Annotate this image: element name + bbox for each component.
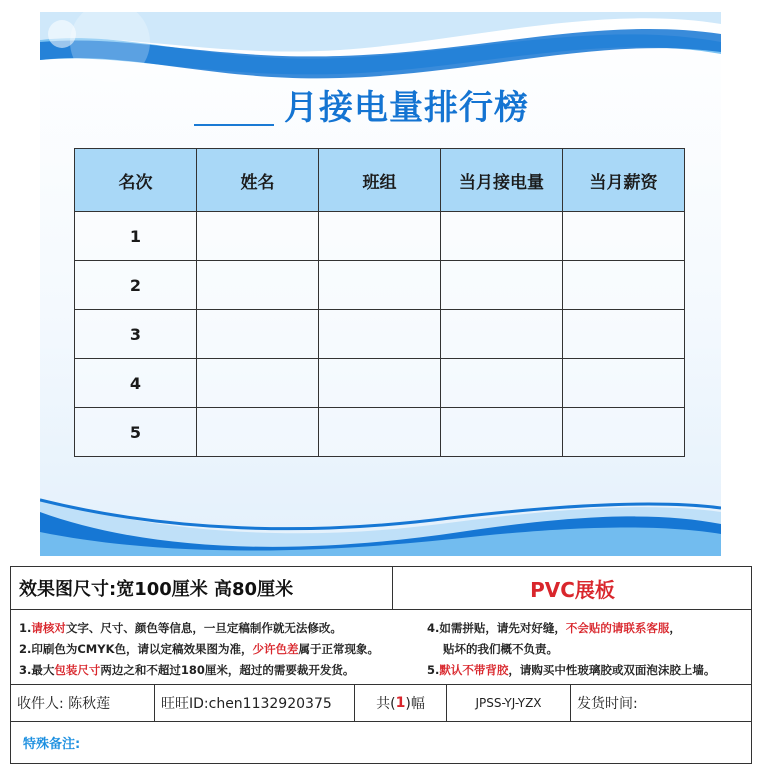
header-name: 姓名: [197, 149, 319, 212]
header-rank: 名次: [75, 149, 197, 212]
table-cell: [197, 359, 319, 408]
table-row: [75, 408, 685, 457]
table-row: [75, 261, 685, 310]
table-cell: [197, 212, 319, 261]
product-type: PVC展板: [530, 577, 615, 602]
shipping-row: [11, 685, 751, 722]
note-4-cont: 贴坏的我们概不负责。: [443, 642, 558, 656]
quantity: 共( 1 )幅: [355, 685, 447, 721]
product-code: JPSS-YJ-YZX: [447, 685, 571, 721]
table-row: [75, 310, 685, 359]
table-cell: [319, 408, 441, 457]
wangwang-id: 旺旺ID:chen1132920375: [155, 685, 355, 721]
title-blank-line: [194, 124, 274, 126]
remarks-row: [11, 722, 751, 762]
header-monthly-salary: 当月薪资: [563, 149, 685, 212]
size-label: 效果图尺寸:宽100厘米 高80厘米: [11, 567, 393, 609]
poster: [40, 12, 721, 556]
poster-title: 月接电量排行榜: [284, 88, 529, 128]
table-cell: [197, 310, 319, 359]
table-row: [75, 212, 685, 261]
table-cell: [441, 408, 563, 457]
table-cell: [319, 261, 441, 310]
table-cell: [197, 261, 319, 310]
table-cell: [441, 310, 563, 359]
header-monthly-volume: 当月接电量: [441, 149, 563, 212]
rank-cell: 4: [75, 359, 197, 408]
note-4: 4.如需拼贴，请先对好缝，不会贴的请联系客服，: [427, 621, 681, 635]
size-row: [11, 567, 751, 610]
note-1: 1.请核对文字、尺寸、颜色等信息，一旦定稿制作就无法修改。: [19, 621, 342, 635]
table-cell: [319, 212, 441, 261]
table-cell: [563, 408, 685, 457]
order-info-sheet: [10, 566, 752, 764]
rank-cell: 1: [75, 212, 197, 261]
note-5: 5.默认不带背胶，请购买中性玻璃胶或双面泡沫胶上墙。: [427, 663, 716, 677]
table-cell: [197, 408, 319, 457]
notes-row: [11, 610, 751, 685]
note-3: 3.最大包装尺寸两边之和不超过180厘米，超过的需要裁开发货。: [19, 663, 355, 677]
table-cell: [319, 359, 441, 408]
recipient: 收件人: 陈秋莲: [11, 685, 155, 721]
table-header-row: [75, 149, 685, 212]
table-cell: [563, 359, 685, 408]
header-team: 班组: [319, 149, 441, 212]
table-cell: [563, 310, 685, 359]
rank-cell: 5: [75, 408, 197, 457]
table-cell: [441, 261, 563, 310]
ship-time: 发货时间:: [577, 696, 638, 712]
table-cell: [563, 212, 685, 261]
table-row: [75, 359, 685, 408]
table-cell: [441, 359, 563, 408]
table-cell: [563, 261, 685, 310]
special-remarks: 特殊备注:: [23, 737, 81, 752]
note-2: 2.印刷色为CMYK色，请以定稿效果图为准，少许色差属于正常现象。: [19, 642, 379, 656]
ranking-table: [74, 148, 685, 457]
rank-cell: 2: [75, 261, 197, 310]
quantity-number: 1: [395, 695, 406, 711]
rank-cell: 3: [75, 310, 197, 359]
table-cell: [319, 310, 441, 359]
table-cell: [441, 212, 563, 261]
